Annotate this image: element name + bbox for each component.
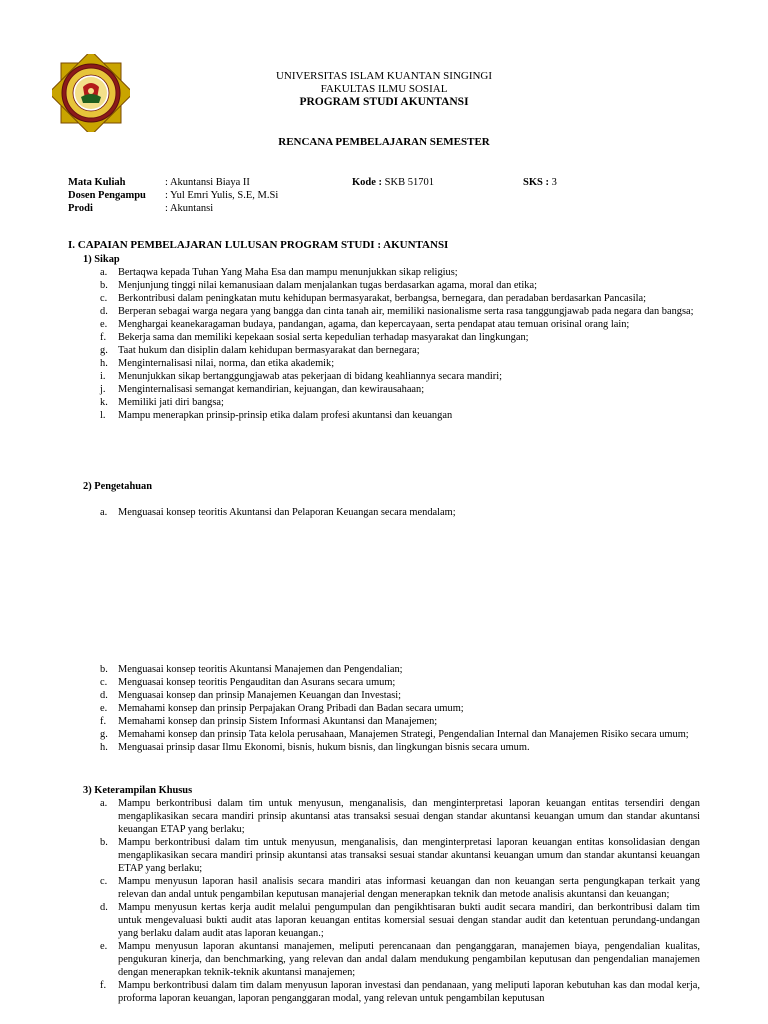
list-text: Taat hukum dan disiplin dalam kehidupan bermasyarakat dan bernegara;	[118, 345, 420, 356]
list-text: Bertaqwa kepada Tuhan Yang Maha Esa dan mampu menunjukkan sikap religius;	[118, 267, 458, 278]
list-item	[100, 836, 700, 875]
list-item	[100, 663, 700, 676]
list-item	[100, 318, 700, 331]
university-logo	[52, 54, 130, 132]
faculty-name: FAKULTAS ILMU SOSIAL	[320, 83, 448, 95]
sks-field: SKS : 3	[523, 177, 557, 188]
list-text: Memahami konsep dan prinsip Sistem Informasi Akuntansi dan Manajemen;	[118, 716, 438, 727]
list-item	[100, 292, 700, 305]
dosen-value: : Yul Emri Yulis, S.E, M.Si	[165, 190, 279, 201]
list-text: Mampu menyusun kertas kerja audit melalui pengumpulan dan pengikhtisaran bukti audit secara mandiri, dan berkontribusi dalam tim untuk mengevaluasi bukti audit atas laporan keuangan entitas komersial sesuai dengan standar audit dan ketentuan perundang-undangan yang berlaku dalam audit atas laporan keuangan.;	[118, 902, 700, 939]
list-item	[100, 689, 700, 702]
list-item	[100, 279, 700, 292]
dosen-label: Dosen Pengampu	[68, 190, 146, 201]
list-marker: e.	[100, 703, 108, 714]
list-marker: j.	[100, 384, 106, 395]
list-item	[100, 370, 700, 383]
list-text: Menginternalisasi semangat kemandirian, kejuangan, dan kewirausahaan;	[118, 384, 425, 395]
list-item	[100, 875, 700, 901]
list-item	[100, 715, 700, 728]
list-text: Menguasai konsep teoritis Akuntansi dan Pelaporan Keuangan secara mendalam;	[118, 507, 456, 518]
list-marker: d.	[100, 306, 108, 317]
list-text: Mampu menyusun laporan hasil analisis secara mandiri atas informasi keuangan dan non keuangan serta pengungkapan terkait yang relevan dan andal untuk pengambilan keputusan manajerial dengan menerapkan teknik dan metode analisis akuntansi dan keuangan;	[118, 876, 700, 900]
university-name: UNIVERSITAS ISLAM KUANTAN SINGINGI	[275, 70, 493, 82]
list-text: Mampu menyusun laporan akuntansi manajemen, meliputi perencanaan dan penganggaran, manajemen biaya, pengendalian kualitas, pengukuran kinerja, dan benchmarking, yang relevan dan andal dalam mendukung pengambilan keputusan dan pengendalian manajemen dengan menerapkan teknik-teknik akuntansi manajemen;	[118, 941, 700, 978]
pengetahuan-first-list	[100, 506, 700, 519]
list-item	[100, 901, 700, 940]
list-text: Menguasai prinsip dasar Ilmu Ekonomi, bisnis, hukum bisnis, dan lingkungan bisnis secara umum.	[118, 742, 530, 753]
list-item	[100, 728, 700, 741]
list-marker: c.	[100, 876, 108, 887]
prodi-label: Prodi	[68, 203, 93, 214]
pengetahuan-list	[100, 663, 700, 754]
list-marker: f.	[100, 332, 107, 343]
list-text: Mampu berkontribusi dalam tim dalam menyusun laporan investasi dan pendanaan, yang meliputi laporan kebutuhan kas dan modal kerja, proforma laporan keuangan, laporan penganggaran modal, yang relevan untuk pengambilan keputusan	[118, 980, 700, 1004]
list-item	[100, 357, 700, 370]
list-marker: i.	[100, 371, 106, 382]
list-text: Mampu berkontribusi dalam tim untuk menyusun, menganalisis, dan menginterpretasi laporan keuangan entitas konsolidasian dengan mengaplikasikan secara mandiri prinsip akuntansi atas transaksi sesuai standar akuntansi keuangan umum dan standar akuntansi keuangan ETAP yang berlaku;	[118, 837, 700, 874]
document-title: RENCANA PEMBELAJARAN SEMESTER	[278, 136, 490, 148]
list-text: Mampu berkontribusi dalam tim untuk menyusun, menganalisis, dan menginterpretasi laporan keuangan entitas tersendiri dengan mengaplikasikan secara mandiri prinsip akuntansi atas transaksi sesuai dengan standar akuntansi keuangan umum dan standar akuntansi keuangan ETAP yang berlaku;	[118, 798, 700, 835]
subsection-pengetahuan: 2) Pengetahuan	[83, 481, 152, 492]
list-item	[100, 383, 700, 396]
list-item	[100, 305, 700, 318]
list-marker: h.	[100, 742, 108, 753]
list-item	[100, 979, 700, 1005]
list-marker: l.	[100, 410, 106, 421]
list-text: Menunjukkan sikap bertanggungjawab atas pekerjaan di bidang keahliannya secara mandiri;	[118, 371, 503, 382]
list-marker: b.	[100, 837, 108, 848]
list-marker: c.	[100, 677, 108, 688]
list-text: Menguasai konsep dan prinsip Manajemen Keuangan dan Investasi;	[118, 690, 402, 701]
mk-value: : Akuntansi Biaya II	[165, 177, 250, 188]
list-marker: a.	[100, 267, 108, 278]
list-text: Memahami konsep dan prinsip Perpajakan Orang Pribadi dan Badan secara umum;	[118, 703, 464, 714]
list-item	[100, 676, 700, 689]
list-marker: f.	[100, 716, 107, 727]
list-item	[100, 741, 700, 754]
list-marker: g.	[100, 729, 108, 740]
list-text: Memiliki jati diri bangsa;	[118, 397, 224, 408]
list-text: Menginternalisasi nilai, norma, dan etika akademik;	[118, 358, 335, 369]
list-marker: c.	[100, 293, 108, 304]
program-name: PROGRAM STUDI AKUNTANSI	[299, 96, 469, 108]
sikap-list	[100, 266, 700, 422]
list-text: Menghargai keanekaragaman budaya, pandangan, agama, dan kepercayaan, serta pendapat atau temuan orisinal orang lain;	[118, 319, 630, 330]
list-item	[100, 702, 700, 715]
list-item	[100, 396, 700, 409]
list-item	[100, 797, 700, 836]
list-text: Menguasai konsep teoritis Pengauditan dan Asurans secara umum;	[118, 677, 396, 688]
list-text: Menjunjung tinggi nilai kemanusiaan dalam menjalankan tugas berdasarkan agama, moral dan etika;	[118, 280, 537, 291]
list-text: Berkontribusi dalam peningkatan mutu kehidupan bermasyarakat, berbangsa, bernegara, dan peradaban berdasarkan Pancasila;	[118, 293, 646, 304]
prodi-value: : Akuntansi	[165, 203, 214, 214]
list-item	[100, 409, 700, 422]
section-title-cpl: I. CAPAIAN PEMBELAJARAN LULUSAN PROGRAM STUDI : AKUNTANSI	[68, 239, 449, 251]
list-text: Memahami konsep dan prinsip Tata kelola perusahaan, Manajemen Strategi, Pengendalian Internal dan Manajemen Risiko secara umum;	[118, 729, 689, 740]
list-text: Berperan sebagai warga negara yang bangga dan cinta tanah air, memiliki nasionalisme serta rasa tanggungjawab pada negara dan bangsa;	[118, 306, 694, 317]
list-marker: f.	[100, 980, 107, 991]
list-marker: h.	[100, 358, 108, 369]
kode-field: Kode : SKB 51701	[352, 177, 434, 188]
list-marker: d.	[100, 902, 108, 913]
list-marker: d.	[100, 690, 108, 701]
list-marker: g.	[100, 345, 108, 356]
list-text: Bekerja sama dan memiliki kepekaan sosial serta kepedulian terhadap masyarakat dan lingkungan;	[118, 332, 529, 343]
list-marker: a.	[100, 507, 108, 518]
list-marker: b.	[100, 664, 108, 675]
list-marker: a.	[100, 798, 108, 809]
mk-label: Mata Kuliah	[68, 177, 126, 188]
list-item	[100, 344, 700, 357]
keterampilan-list	[100, 797, 700, 1005]
list-marker: k.	[100, 397, 108, 408]
list-marker: b.	[100, 280, 108, 291]
list-item	[100, 506, 700, 519]
list-item	[100, 266, 700, 279]
list-text: Menguasai konsep teoritis Akuntansi Manajemen dan Pengendalian;	[118, 664, 403, 675]
list-marker: e.	[100, 319, 108, 330]
list-item	[100, 331, 700, 344]
list-item	[100, 940, 700, 979]
list-text: Mampu menerapkan prinsip-prinsip etika dalam profesi akuntansi dan keuangan	[118, 410, 453, 421]
list-marker: e.	[100, 941, 108, 952]
subsection-keterampilan: 3) Keterampilan Khusus	[83, 785, 193, 796]
subsection-sikap: 1) Sikap	[83, 254, 120, 265]
